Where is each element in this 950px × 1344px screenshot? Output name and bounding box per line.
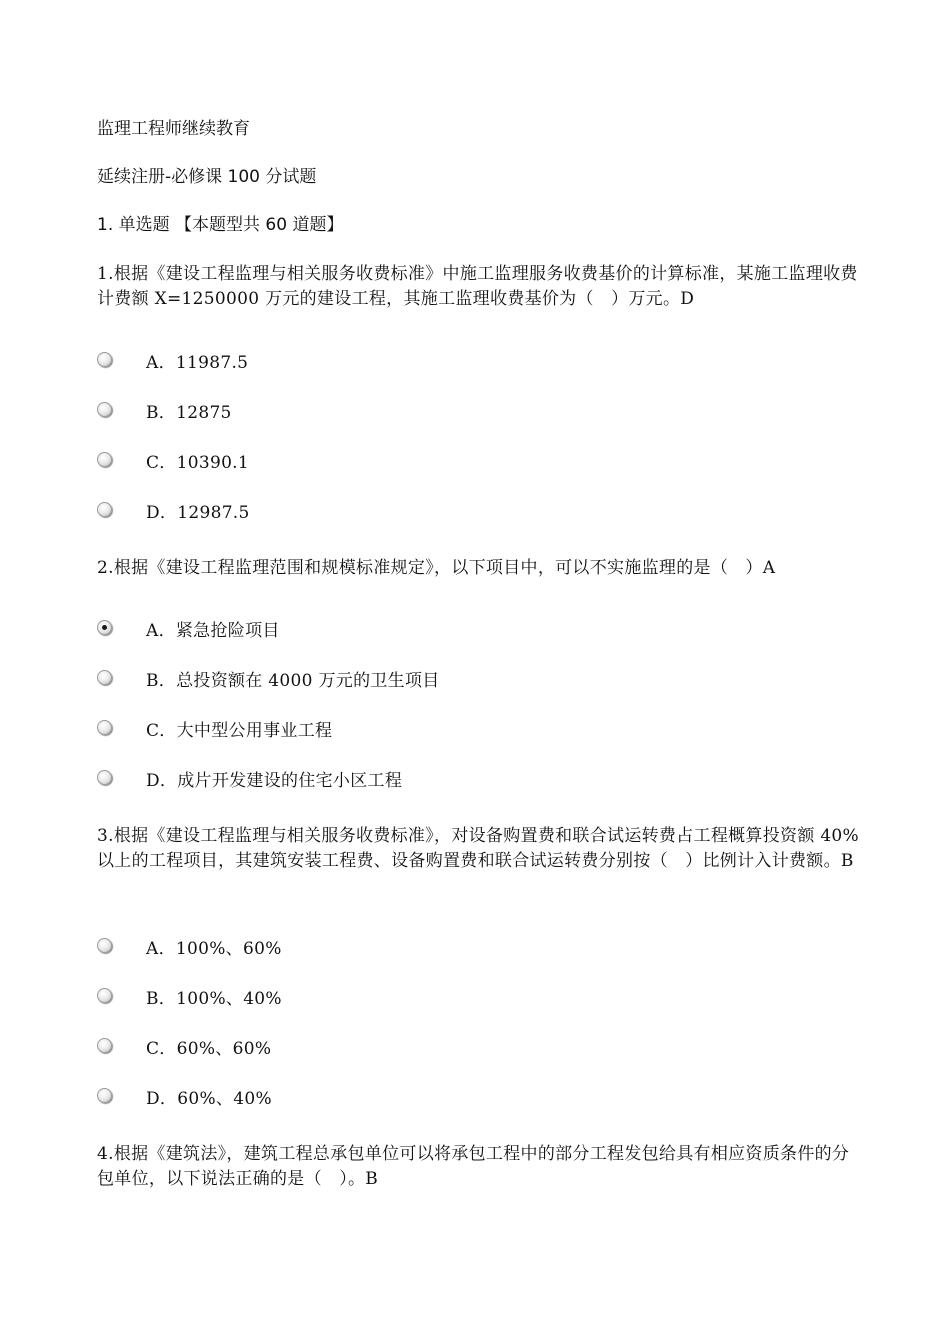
option-label: B．100%、40% [146,989,282,1009]
radio-button-icon[interactable] [97,1038,112,1053]
radio-button-icon[interactable] [97,720,112,735]
option-label: D．12987.5 [146,503,250,523]
option-label: A．紧急抢险项目 [146,621,280,641]
radio-button-icon[interactable] [97,938,112,953]
radio-button-icon[interactable] [97,402,112,417]
question-1-option-c[interactable] [97,450,249,476]
option-label: D．成片开发建设的住宅小区工程 [146,771,403,791]
question-1-option-a[interactable] [97,350,248,376]
question-1-text: 1.根据《建设工程监理与相关服务收费标准》中施工监理服务收费基价的计算标准，某施工监理收费计费额 X=1250000 万元的建设工程，其施工监理收费基价为（ ）万元。D [97,264,858,309]
question-1-option-d[interactable] [97,500,250,526]
question-3-text: 3.根据《建设工程监理与相关服务收费标准》，对设备购置费和联合试运转费占工程概算投资额 40%以上的工程项目，其建筑安装工程费、设备购置费和联合试运转费分别按（ ）比例计入计费额。B [97,826,860,871]
question-3-option-a[interactable] [97,936,282,962]
radio-button-icon[interactable] [97,770,112,785]
option-label: D．60%、40% [146,1089,272,1109]
question-2-text: 2.根据《建设工程监理范围和规模标准规定》，以下项目中，可以不实施监理的是（ ）A [97,558,776,578]
radio-button-icon[interactable] [97,452,112,467]
radio-button-icon[interactable] [97,1088,112,1103]
radio-button-icon[interactable] [97,988,112,1003]
radio-button-icon[interactable] [97,352,112,367]
option-label: A．100%、60% [146,939,282,959]
question-2-option-d[interactable] [97,768,402,794]
question-3-option-d[interactable] [97,1086,272,1112]
question-3-option-c[interactable] [97,1036,271,1062]
option-label: A．11987.5 [146,353,249,373]
question-2-option-c[interactable] [97,718,332,744]
option-label: C．60%、60% [146,1039,272,1059]
option-label: B．12875 [146,403,232,423]
question-4-text: 4.根据《建筑法》，建筑工程总承包单位可以将承包工程中的部分工程发包给具有相应资质条件的分包单位，以下说法正确的是（ ）。B [97,1144,850,1189]
option-label: B．总投资额在 4000 万元的卫生项目 [146,671,440,691]
question-3-option-b[interactable] [97,986,282,1012]
question-2-option-a[interactable] [97,618,280,644]
radio-button-icon[interactable] [97,670,112,685]
question-2-option-b[interactable] [97,668,440,694]
option-label: C．10390.1 [146,453,250,473]
radio-button-icon[interactable] [97,502,112,517]
question-1-option-b[interactable] [97,400,232,426]
radio-button-selected-icon[interactable] [97,620,112,635]
document-subtitle: 延续注册-必修课 100 分试题 [97,167,317,187]
document-title: 监理工程师继续教育 [97,119,250,139]
option-label: C．大中型公用事业工程 [146,721,333,741]
section-heading: 1. 单选题 【本题型共 60 道题】 [97,215,344,235]
